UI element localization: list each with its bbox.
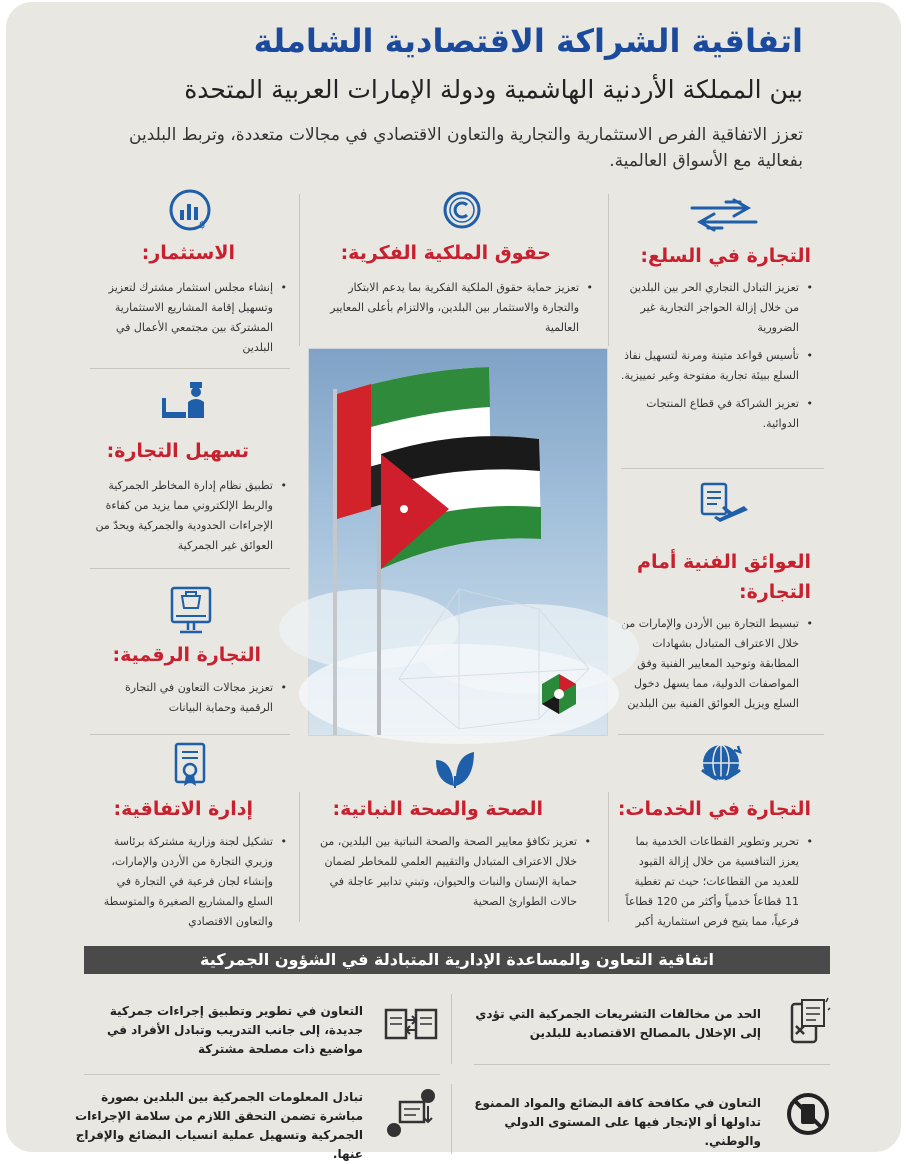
- technical-bullets: [617, 614, 813, 714]
- divider: [90, 368, 290, 369]
- document-exchange-icon: [384, 1006, 438, 1050]
- divider: [608, 194, 609, 346]
- services-heading: التجارة في الخدمات:: [617, 798, 811, 820]
- ip-heading: حقوق الملكية الفكرية:: [340, 242, 551, 264]
- customs-officer-icon: [160, 378, 212, 424]
- leaves-icon: [432, 746, 478, 794]
- technical-heading: العوائق الفنية أمام التجارة:: [637, 551, 811, 603]
- intro-text: تعزز الاتفاقية الفرص الاستثمارية والتجارية والتعاون الاقتصادي في مجالات متعددة، وتربط البلدين بفعالية مع الأسواق العالمية.: [129, 125, 803, 171]
- customs-item: التعاون في تطوير وتطبيق إجراءات جمركية جديدة، إلى جانب التدريب وتبادل الأفراد في مواضيع ذات مصلحة مشتركة: [107, 1004, 363, 1056]
- phone-document-icon: [786, 996, 830, 1052]
- digital-bullets: [89, 678, 287, 718]
- digital-bullet: • تعزيز مجالات التعاون في التجارة الرقمية وحماية البيانات: [89, 678, 287, 718]
- divider: [451, 994, 452, 1064]
- arrows-exchange-icon: [686, 194, 762, 240]
- admin-bullet: • تشكيل لجنة وزارية مشتركة برئاسة وزيري التجارة من الأردن والإمارات، وإنشاء لجان فرعية في التجارة في السلع والمشاريع الصغيرة والمتوسطة والتعاون الاقتصادي: [89, 832, 287, 932]
- divider: [474, 1064, 830, 1065]
- divider: [608, 792, 609, 922]
- divider: [90, 568, 290, 569]
- document-plane-icon: [698, 480, 754, 536]
- customs-banner: اتفاقية التعاون والمساعدة الإدارية المتبادلة في الشؤون الجمركية: [84, 946, 830, 974]
- globe-icon: [698, 740, 744, 790]
- divider: [84, 1074, 440, 1075]
- investment-bullets: [89, 278, 287, 358]
- facilitation-bullets: [89, 476, 287, 556]
- prohibited-icon: [786, 1092, 830, 1140]
- customs-item: تبادل المعلومات الجمركية بين البلدين بصورة مباشرة تضمن التحقق اللازم من سلامة الإجراءات الجمركية وتسهيل عملية انسياب البضائع والإفراج عنها.: [75, 1090, 363, 1161]
- health-bullet: • تعزيز تكافؤ معايير الصحة والصحة النباتية بين البلدين، من خلال الاعتراف المتبادل والتقييم العلمي للمخاطر لضمان حماية الإنسان والنبات والحيوان، وتبني تدابير عاجلة في حالات الطوارئ الصحية: [309, 832, 591, 912]
- goods-bullet: • تأسيس قواعد متينة ومرنة لتسهيل نفاذ السلع ببيئة تجارية مفتوحة وغير تمييزية.: [617, 346, 813, 386]
- certificate-icon: [172, 742, 208, 792]
- admin-heading: إدارة الاتفاقية:: [113, 798, 253, 820]
- goods-heading: التجارة في السلع:: [640, 245, 811, 267]
- divider: [451, 1084, 452, 1154]
- health-bullets: [309, 832, 591, 912]
- divider: [621, 468, 824, 469]
- computer-cart-icon: [168, 582, 214, 644]
- goods-bullet: • تعزيز التبادل التجاري الحر بين البلدين من خلال إزالة الحواجز التجارية غير الضرورية: [617, 278, 813, 338]
- services-bullets: [617, 832, 813, 932]
- investment-chart-icon: [168, 188, 212, 236]
- goods-bullets: [617, 278, 813, 434]
- ip-bullets: [309, 278, 593, 338]
- health-heading: الصحة والصحة النباتية:: [332, 798, 543, 820]
- admin-bullets: [89, 832, 287, 932]
- page-title: اتفاقية الشراكة الاقتصادية الشاملة: [253, 22, 803, 60]
- customs-item: التعاون في مكافحة كافة البضائع والمواد الممنوع تداولها أو الإتجار فيها على المستوى الدولي والوطني.: [474, 1096, 761, 1148]
- divider: [618, 734, 824, 735]
- facilitation-bullet: • تطبيق نظام إدارة المخاطر الجمركية والربط الإلكتروني مما يزيد من كفاءة الإجراءات الحدودية والجمركية ويحدّ من العوائق غير الجمركية: [89, 476, 287, 556]
- services-bullet: • تحرير وتطوير القطاعات الخدمية بما يعزز التنافسية من خلال إزالة القيود للعديد من القطاعات؛ حيث تم تغطية 11 قطاعاً خدمياً وأكثر من 120 قطاعاً فرعياً، مما يتيح فرص استثمارية أكبر: [617, 832, 813, 932]
- divider: [299, 792, 300, 922]
- digital-heading: التجارة الرقمية:: [112, 644, 261, 666]
- flags-image: [308, 348, 608, 736]
- information-exchange-icon: [384, 1086, 440, 1144]
- goods-bullet: • تعزيز الشراكة في قطاع المنتجات الدوائية.: [617, 394, 813, 434]
- divider: [299, 194, 300, 346]
- page-subtitle: بين المملكة الأردنية الهاشمية ودولة الإمارات العربية المتحدة: [184, 75, 803, 104]
- svg-text:$: $: [199, 220, 206, 231]
- ip-bullet: • تعزيز حماية حقوق الملكية الفكرية بما يدعم الابتكار والتجارة والاستثمار بين البلدين، والالتزام بأعلى المعايير العالمية: [309, 278, 593, 338]
- copyright-icon: [442, 190, 482, 234]
- technical-bullet: • تبسيط التجارة بين الأردن والإمارات من خلال الاعتراف المتبادل بشهادات المطابقة وتوحيد المعايير الفنية وفق المواصفات الدولية، مما يسهل دخول السلع ويزيل العوائق الفنية بين البلدين: [617, 614, 813, 714]
- facilitation-heading: تسهيل التجارة:: [106, 440, 249, 462]
- customs-item: الحد من مخالفات التشريعات الجمركية التي تؤدي إلى الإخلال بالمصالح الاقتصادية للبلدين: [475, 1007, 761, 1040]
- infographic-page: [6, 2, 901, 1161]
- divider: [90, 734, 290, 735]
- investment-bullet: • إنشاء مجلس استثمار مشترك لتعزيز وتسهيل إقامة المشاريع الاستثمارية المشتركة بين مجتمعي الأعمال في البلدين: [89, 278, 287, 358]
- investment-heading: الاستثمار:: [141, 242, 235, 264]
